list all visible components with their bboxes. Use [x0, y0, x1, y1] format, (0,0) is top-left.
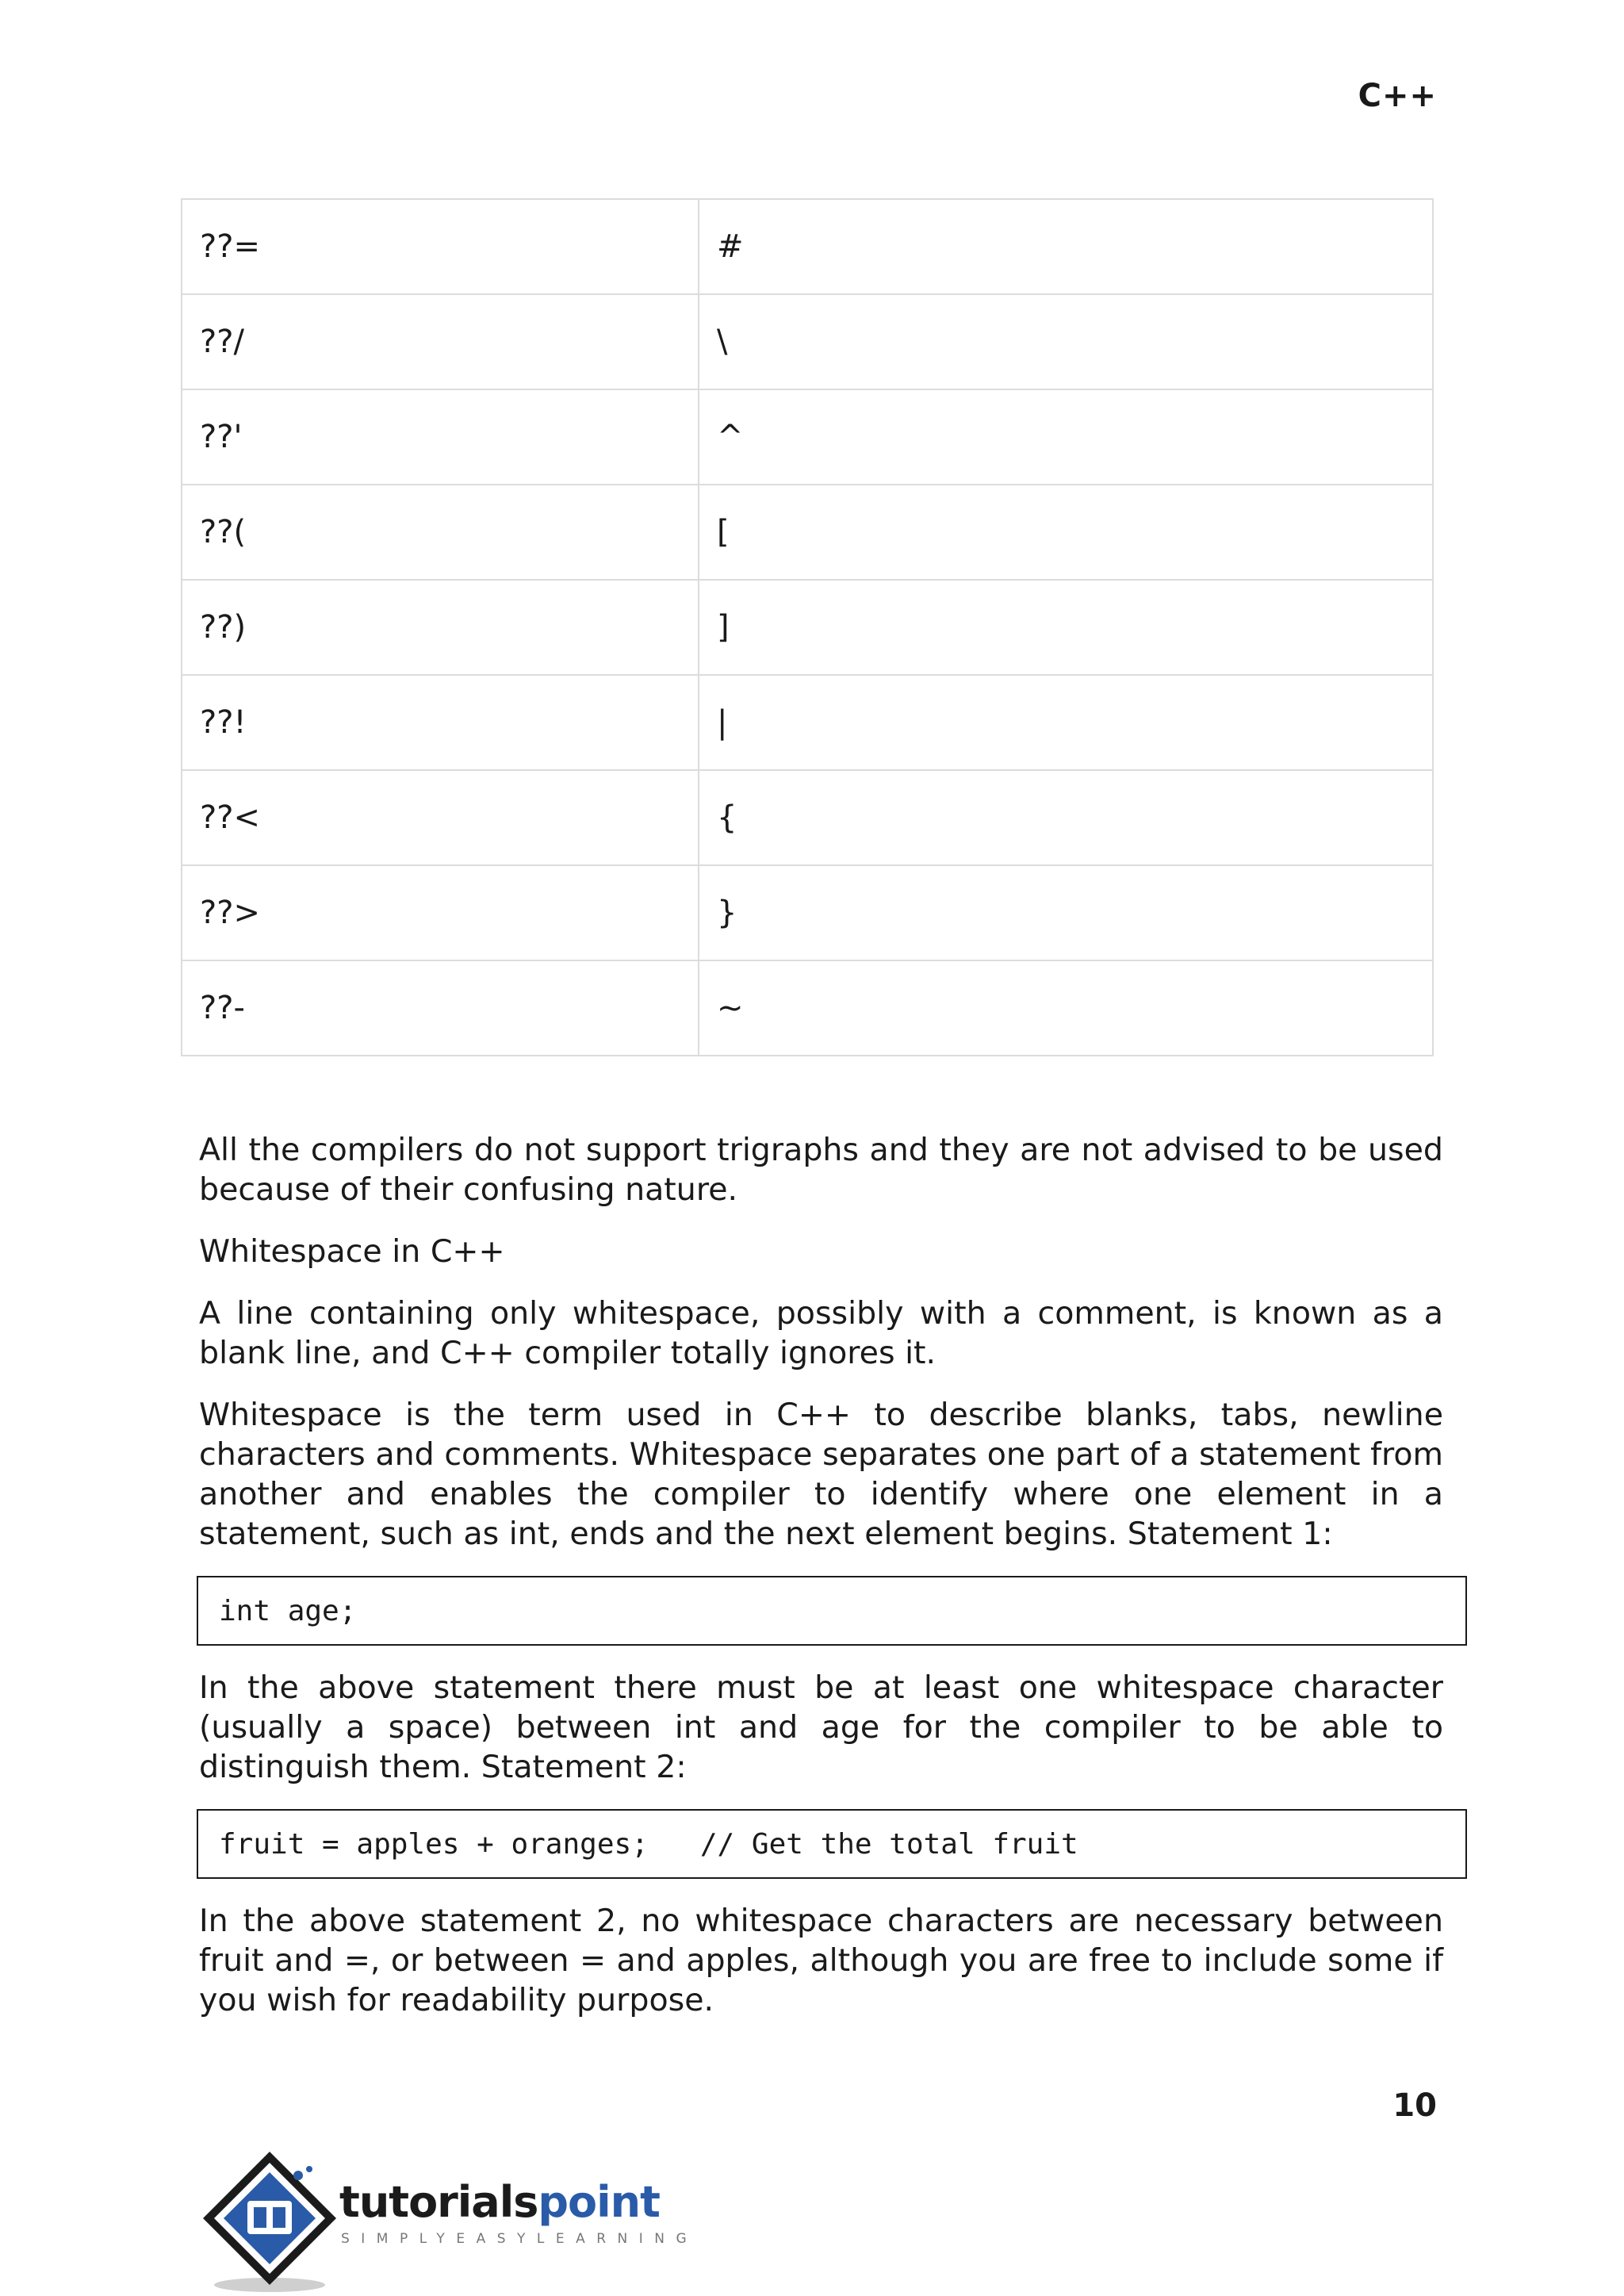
section-heading: Whitespace in C++ — [199, 1233, 505, 1270]
trigraph-cell: ??) — [182, 580, 699, 675]
main-content — [199, 1130, 1443, 2042]
table-row — [182, 865, 1433, 960]
replacement-cell: [ — [699, 485, 1433, 580]
replacement-cell: ~ — [699, 960, 1433, 1056]
logo-wordmark — [339, 2179, 660, 2226]
paragraph-whitespace-definition: Whitespace is the term used in C++ to describe blanks, tabs, newline characters and comments. Whitespace separates one part of a statement from another and enables the compiler to identify where one element in a statement, such as int, ends and the next element begins. Statement 1: — [199, 1397, 1443, 1552]
table-row — [182, 675, 1433, 770]
logo-diamond-icon — [197, 2145, 339, 2296]
replacement-cell: # — [699, 199, 1433, 294]
page-header-title: C++ — [1358, 78, 1437, 114]
trigraph-cell: ??! — [182, 675, 699, 770]
trigraph-cell: ??= — [182, 199, 699, 294]
code-block-statement-1: int age; — [197, 1576, 1467, 1646]
paragraph-statement-1-explanation: In the above statement there must be at least one whitespace character (usually a space) between int and age for the compiler to be able to distinguish them. Statement 2: — [199, 1669, 1443, 1785]
replacement-cell: ^ — [699, 389, 1433, 485]
page-number: 10 — [1392, 2087, 1437, 2124]
code-block-statement-2: fruit = apples + oranges; // Get the total fruit — [197, 1809, 1467, 1879]
paragraph-statement-2-explanation: In the above statement 2, no whitespace characters are necessary between fruit and =, or between = and apples, although you are free to include some if you wish for readability purpose. — [199, 1903, 1443, 2018]
replacement-cell: \ — [699, 294, 1433, 389]
replacement-cell: ] — [699, 580, 1433, 675]
table-row — [182, 294, 1433, 389]
table-row — [182, 199, 1433, 294]
trigraph-cell: ??( — [182, 485, 699, 580]
trigraph-cell: ??< — [182, 770, 699, 865]
tutorialspoint-logo — [197, 2145, 699, 2296]
trigraph-cell: ??/ — [182, 294, 699, 389]
replacement-cell: } — [699, 865, 1433, 960]
trigraph-cell: ??> — [182, 865, 699, 960]
trigraph-table — [181, 198, 1434, 1056]
paragraph-trigraph-advice: All the compilers do not support trigraphs and they are not advised to be used because of their confusing nature. — [199, 1132, 1443, 1208]
logo-tagline: SIMPLYEASYLEARNING — [341, 2231, 699, 2247]
trigraph-cell: ??' — [182, 389, 699, 485]
table-row — [182, 960, 1433, 1056]
trigraph-cell: ??- — [182, 960, 699, 1056]
table-row — [182, 580, 1433, 675]
replacement-cell: | — [699, 675, 1433, 770]
trigraph-table-body — [182, 199, 1433, 1056]
table-row — [182, 485, 1433, 580]
replacement-cell: { — [699, 770, 1433, 865]
logo-word-point: point — [538, 2177, 660, 2227]
logo-word-tutorials: tutorials — [339, 2177, 538, 2227]
paragraph-blank-line: A line containing only whitespace, possibly with a comment, is known as a blank line, and C++ compiler totally ignores it. — [199, 1295, 1443, 1371]
table-row — [182, 770, 1433, 865]
table-row — [182, 389, 1433, 485]
